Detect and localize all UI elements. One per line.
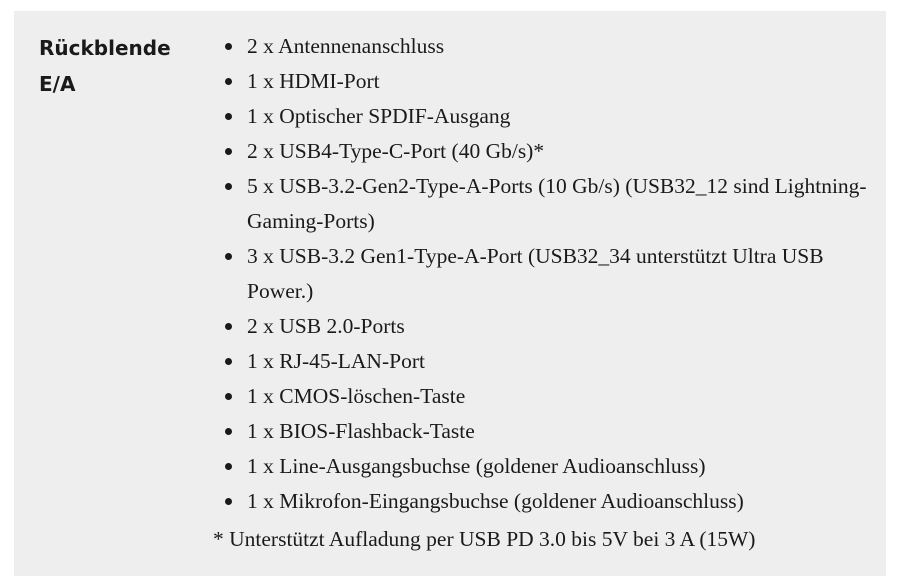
- spec-item: 1 x HDMI-Port: [217, 64, 877, 99]
- spec-category-label-line-1: Rückblende: [39, 36, 171, 60]
- spec-category-label-line-2: E/A: [39, 72, 76, 96]
- spec-item: 1 x Line-Ausgangsbuchse (goldener Audioanschluss): [217, 449, 877, 484]
- spec-item: 1 x RJ-45-LAN-Port: [217, 344, 877, 379]
- spec-item: 2 x USB 2.0-Ports: [217, 309, 877, 344]
- spec-item: 3 x USB-3.2 Gen1-Type-A-Port (USB32_34 unterstützt Ultra USB Power.): [217, 239, 877, 309]
- spec-item: 2 x USB4-Type-C-Port (40 Gb/s)*: [217, 134, 877, 169]
- spec-item: 1 x BIOS-Flashback-Taste: [217, 414, 877, 449]
- spec-item: 5 x USB-3.2-Gen2-Type-A-Ports (10 Gb/s) (USB32_12 sind Lightning-Gaming-Ports): [217, 169, 877, 239]
- spec-item: 1 x Mikrofon-Eingangsbuchse (goldener Audioanschluss): [217, 484, 877, 519]
- spec-item: 2 x Antennenanschluss: [217, 29, 877, 64]
- spec-footnote: * Unterstützt Aufladung per USB PD 3.0 bis 5V bei 3 A (15W): [213, 527, 756, 551]
- spec-item: 1 x CMOS-löschen-Taste: [217, 379, 877, 414]
- spec-item: 1 x Optischer SPDIF-Ausgang: [217, 99, 877, 134]
- spec-category-label: [39, 30, 209, 102]
- spec-item-list: [217, 29, 877, 519]
- spec-panel: [14, 11, 886, 576]
